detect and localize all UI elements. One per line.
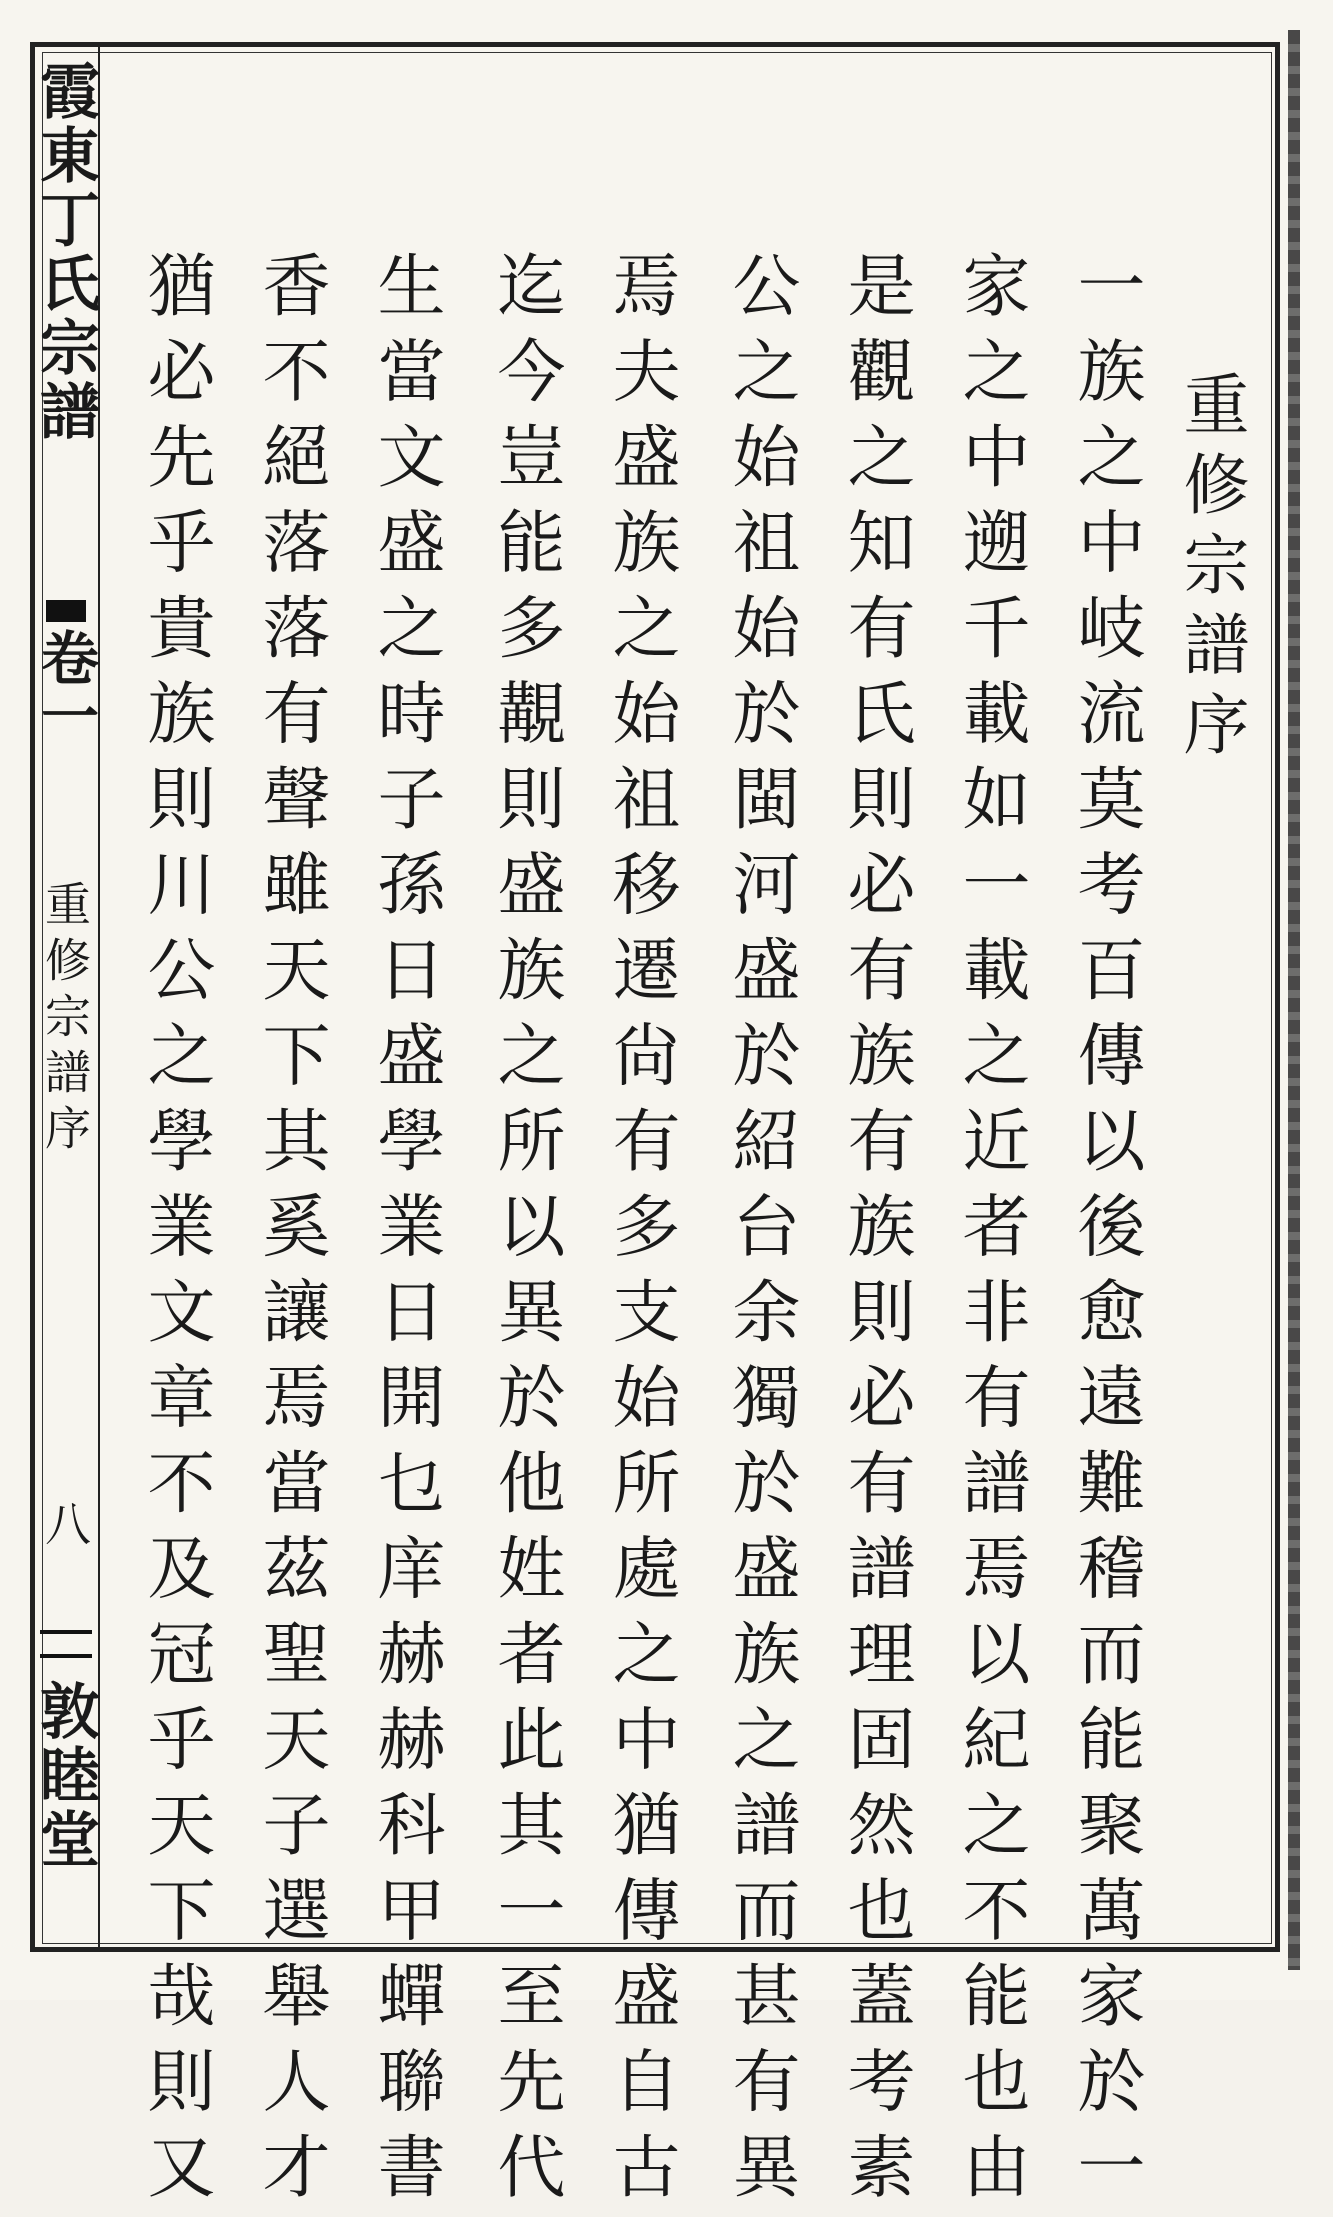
text-column-7: 生當文盛之時子孫日盛學業日開乜庠赫赫科甲蟬聯書 (366, 250, 445, 2217)
fish-tail-mark (46, 600, 86, 622)
hall-name: 敦睦堂 (30, 1680, 100, 1872)
section-title: 重修宗譜序 (38, 880, 92, 1160)
text-column-9: 猶必先乎貴族則川公之學業文章不及冠乎天下哉則又 (136, 250, 215, 2217)
text-column-8: 香不絕落落有聲雖天下其奚讓焉當茲聖天子選舉人才 (251, 250, 330, 2217)
text-column-6: 迄今豈能多覯則盛族之所以異於他姓者此其一至先代 (486, 250, 565, 2217)
page-number: 八 (38, 1500, 92, 1546)
volume-label: 卷一 (31, 628, 99, 744)
fish-tail-bottom-mark (40, 1630, 92, 1658)
preface-title: 重修宗譜序 (1172, 370, 1249, 770)
text-column-1: 一族之中岐流莫考百傳以後愈遠難稽而能聚萬家於一 (1066, 250, 1145, 2217)
book-title: 霞東丁氏宗譜 (30, 60, 100, 444)
text-column-3: 是觀之知有氏則必有族有族則必有譜理固然也蓋考素 (836, 250, 915, 2217)
text-column-2: 家之中遡千載如一載之近者非有譜焉以紀之不能也由 (951, 250, 1030, 2217)
text-column-4: 公之始祖始於閩河盛於紹台余獨於盛族之譜而甚有異 (721, 250, 800, 2217)
page-edge-shadow (1288, 30, 1300, 1970)
text-column-5: 焉夫盛族之始祖移遷尙有多支始所處之中猶傳盛自古 (601, 250, 680, 2217)
